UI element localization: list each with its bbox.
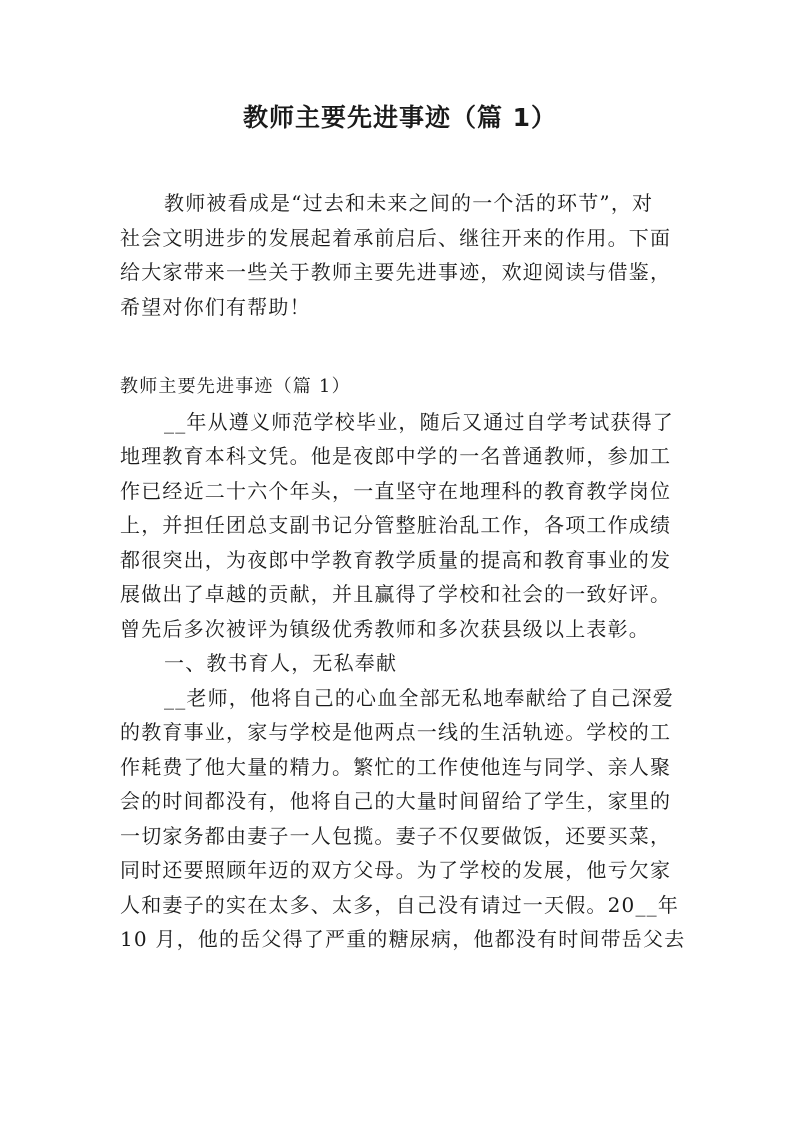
paragraph-line: 曾先后多次被评为镇级优秀教师和多次获县级以上表彰。 [120, 616, 650, 641]
paragraph-line: 的教育事业，家与学校是他两点一线的生活轨迹。学校的工 [120, 720, 672, 744]
page-title: 教师主要先进事迹（篇 1） [242, 103, 558, 132]
paragraph-line: 上，并担任团总支副书记分管整脏治乱工作，各项工作成绩 [120, 513, 672, 537]
paragraph-line: 展做出了卓越的贡献，并且赢得了学校和社会的一致好评。 [120, 582, 672, 606]
paragraph-line: 作已经近二十六个年头，一直坚守在地理科的教育教学岗位 [120, 478, 672, 503]
section-heading: 教师主要先进事迹（篇 1） [120, 376, 351, 397]
intro-line: 给大家带来一些关于教师主要先进事迹，欢迎阅读与借鉴， [120, 260, 672, 284]
paragraph-line: 会的时间都没有，他将自己的大量时间留给了学生，家里的 [120, 789, 672, 813]
paragraph-line: 人和妻子的实在太多、太多，自己没有请过一天假。20__年 [120, 892, 680, 917]
paragraph-line: 作耗费了他大量的精力。繁忙的工作使他连与同学、亲人聚 [120, 754, 672, 779]
paragraph-line: 10 月，他的岳父得了严重的糖尿病，他都没有时间带岳父去 [120, 927, 686, 951]
paragraph-line: __老师，他将自己的心血全部无私地奉献给了自己深爱 [164, 685, 674, 710]
paragraph-line: __年从遵义师范学校毕业，随后又通过自学考试获得了 [164, 409, 674, 434]
intro-line: 教师被看成是“过去和未来之间的一个活的环节”，对 [164, 191, 654, 215]
intro-line: 希望对你们有帮助！ [120, 294, 311, 319]
subsection-heading: 一、教书育人，无私奉献 [164, 651, 398, 675]
intro-paragraph [120, 186, 686, 324]
intro-line: 社会文明进步的发展起着承前启后、继往开来的作用。下面 [120, 225, 672, 250]
paragraph-line: 地理教育本科文凭。他是夜郎中学的一名普通教师，参加工 [120, 444, 672, 468]
paragraph-line: 同时还要照顾年迈的双方父母。为了学校的发展，他亏欠家 [120, 858, 672, 882]
main-content [120, 370, 686, 957]
paragraph-line: 一切家务都由妻子一人包揽。妻子不仅要做饭，还要买菜， [120, 823, 672, 848]
paragraph-line: 都很突出，为夜郎中学教育教学质量的提高和教育事业的发 [120, 547, 672, 572]
